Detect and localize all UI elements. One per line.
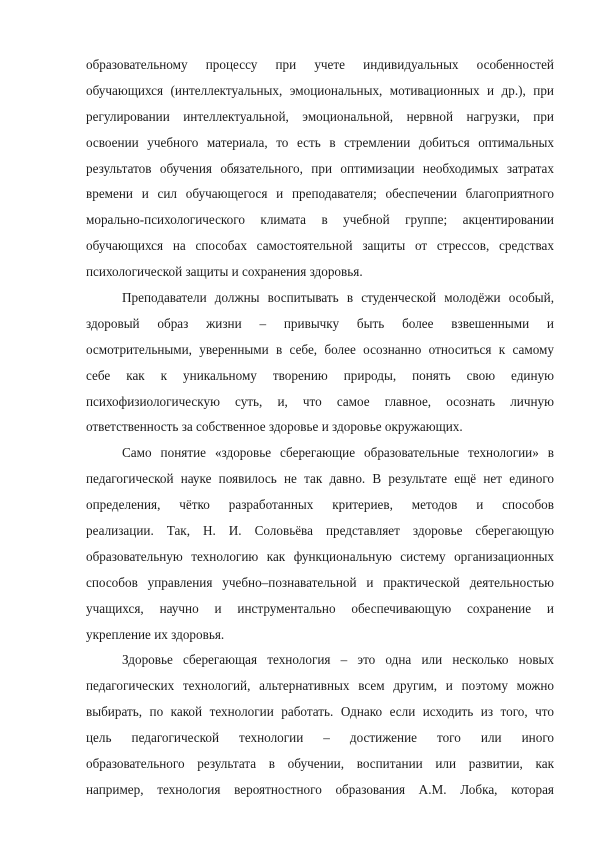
text-line: морально-психологического климата в учебной группе; акцентировании <box>86 212 554 228</box>
text-line: здоровый образ жизни – привычку быть более взвешенными и <box>86 315 554 331</box>
text-line: осмотрительными, уверенными в себе, более осознанно относиться к самому <box>86 341 554 357</box>
text-line: выбирать, по какой технологии работать. Однако если исходить из того, что <box>86 704 554 720</box>
text-line: образовательного результата в обучении, воспитании или развитии, как <box>86 756 554 772</box>
text-line: учащихся, научно и инструментально обеспечивающую сохранение и <box>86 600 554 616</box>
text-line: обучающихся (интеллектуальных, эмоциональных, мотивационных и др.), при <box>86 82 554 98</box>
text-line: результатов обучения обязательного, при оптимизации необходимых затратах <box>86 160 554 176</box>
text-line: Само понятие «здоровье сберегающие образовательные технологии» в <box>122 445 554 461</box>
text-line: ответственность за собственное здоровье и здоровье окружающих. <box>86 419 463 435</box>
text-line: цель педагогической технологии – достижение того или иного <box>86 730 554 746</box>
text-line: времени и сил обучающегося и преподавателя; обеспечении благоприятного <box>86 186 554 202</box>
text-line: Здоровье сберегающая технология – это одна или несколько новых <box>122 652 554 668</box>
text-line: способов управления учебно–познавательной и практической деятельностью <box>86 574 554 590</box>
text-line: освоении учебного материала, то есть в стремлении добиться оптимальных <box>86 134 554 150</box>
text-line: реализации. Так, Н. И. Соловьёва представляет здоровье сберегающую <box>86 523 554 539</box>
text-line: обучающихся на способах самостоятельной защиты от стрессов, средствах <box>86 238 554 254</box>
text-line: педагогической науке появилось не так давно. В результате ещё нет единого <box>86 471 554 487</box>
text-line: себе как к уникальному творению природы, понять свою единую <box>86 367 554 383</box>
document-body <box>86 52 554 803</box>
text-line: например, технология вероятностного образования А.М. Лобка, которая <box>86 781 554 797</box>
text-line: укрепление их здоровья. <box>86 626 225 642</box>
text-line: определения, чётко разработанных критериев, методов и способов <box>86 497 554 513</box>
text-line: образовательному процессу при учете индивидуальных особенностей <box>86 57 554 72</box>
text-line: психофизиологическую суть, и, что самое главное, осознать личную <box>86 393 554 409</box>
text-line: регулировании интеллектуальной, эмоциональной, нервной нагрузки, при <box>86 108 554 124</box>
text-line: Преподаватели должны воспитывать в студенческой молодёжи особый, <box>122 290 554 306</box>
text-line: педагогических технологий, альтернативных всем другим, и поэтому можно <box>86 678 554 694</box>
text-line: образовательную технологию как функциональную систему организационных <box>86 548 554 564</box>
text-line: психологической защиты и сохранения здоровья. <box>86 264 363 280</box>
